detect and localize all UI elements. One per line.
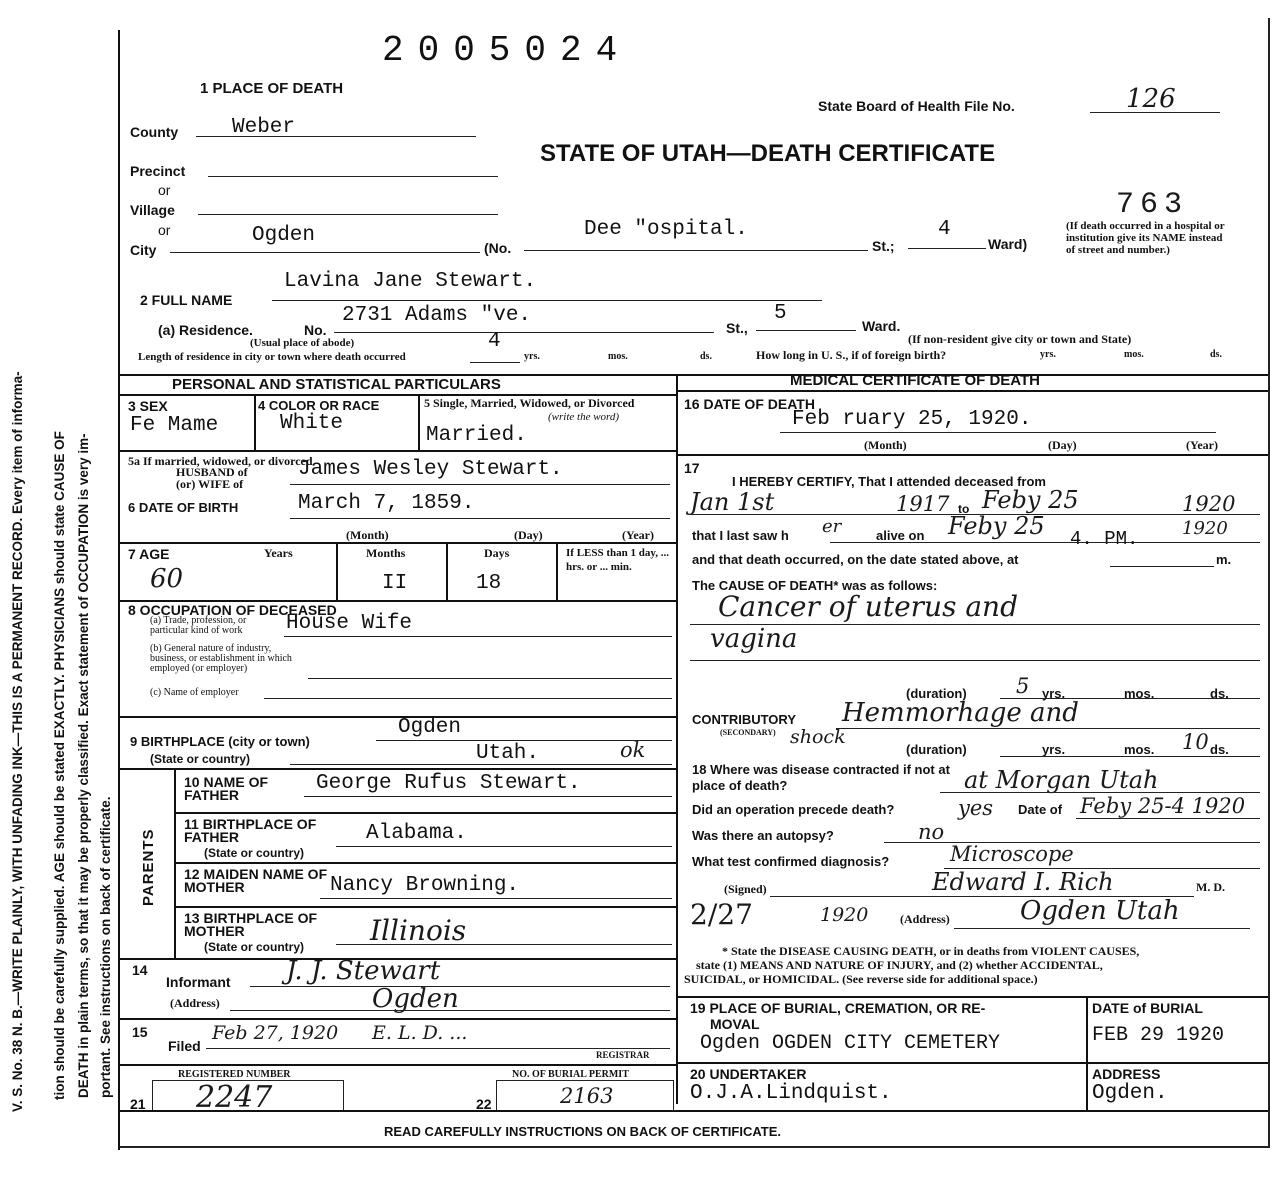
margin-text-4: portant. See instructions on back of certificate. [98,796,113,1098]
marital-label: 5 Single, Married, Widowed, or Divorced [424,396,635,410]
informant-address-label: (Address) [170,996,220,1010]
precinct-label: Precinct [130,163,186,179]
residence-label: (a) Residence. [158,322,253,338]
attended-from-year: 1917 [896,492,950,516]
duration-yrs-1: yrs. [1042,686,1066,701]
registered-no-label: 21 [130,1096,146,1112]
length-mos: mos. [608,351,628,362]
q18-label: 18 Where was disease contracted if not at place of death? [692,762,950,793]
dob-value: March 7, 1859. [298,492,475,515]
village-label: Village [130,202,175,218]
death-year: (Year) [1186,438,1218,452]
mother-bp-label: 13 BIRTHPLACE OF MOTHER [184,910,318,939]
row-rule-13 [174,906,676,908]
birthplace-city: Ogden [398,716,462,739]
occ-a-label: (a) Trade, profession, or particular kind of work [150,615,247,636]
age-div-1 [336,542,338,600]
street-line [524,250,868,251]
street-value: Dee "ospital. [584,218,748,241]
hospital-number: 763 [1116,188,1189,222]
burial-date-label: DATE of BURIAL [1092,1000,1203,1016]
duration-mos-1: mos. [1124,686,1155,701]
no-label: (No. [484,240,512,256]
spouse-line [290,484,670,485]
length-label: Length of residence in city or town where death occurred [138,351,406,363]
last-saw-line [830,542,1260,543]
last-saw-suffix: er [822,516,842,537]
last-saw-date: Feby 25 [948,512,1045,540]
less-label: If LESS than 1 day, ... hrs. or ... min. [566,547,670,573]
medical-rule-17 [676,454,1268,456]
row-rule-10 [120,768,676,770]
death-month: (Month) [864,438,907,452]
cause-label: The CAUSE OF DEATH* was as follows: [692,578,938,593]
duration-line-2 [1000,756,1260,757]
residence-no-label: No. [304,322,327,338]
burial-label-1: 19 PLACE OF BURIAL, CREMATION, OR RE- [690,1000,986,1016]
footnote-3: SUICIDAL, or HOMICIDAL. (See reverse side for additional space.) [684,972,1038,986]
cause-line-2: vagina [710,624,798,654]
doctor-address: Ogden Utah [1020,896,1180,926]
contrib-days: 10 [1182,730,1209,754]
operation-label: Did an operation precede death? [692,802,895,817]
spouse-value: James Wesley Stewart. [298,458,563,481]
signed-date: 2/27 [690,898,753,931]
county-label: County [130,124,179,140]
contributory-line-2: shock [790,726,846,748]
dob-line [290,518,670,519]
age-years: 60 [150,564,184,594]
death-day: (Day) [1048,438,1077,452]
occurred-line [1110,566,1214,567]
burial-date: FEB 29 1920 [1092,1024,1225,1047]
father-bp-line [336,846,672,847]
color-value: White [280,412,344,435]
cause-rule-2 [690,660,1260,661]
sex-value: Fe Mame [130,414,219,437]
burial-permit-box [496,1080,674,1112]
full-name-value: Lavina Jane Stewart. [284,270,537,293]
filed-no: 15 [132,1024,148,1040]
occ-b-line [308,678,672,679]
file-number: 126 [1126,84,1176,114]
occupation-value: House Wife [286,612,413,635]
undertaker-address-label: ADDRESS [1092,1066,1161,1082]
contributory-line-1: Hemmorhage and [842,698,1079,728]
row-rule-7 [120,542,676,544]
residence-ward-line [756,330,856,331]
op-date: Feby 25-4 1920 [1080,794,1246,818]
date-of-death-line [780,432,1216,433]
undertaker-label: 20 UNDERTAKER [690,1066,807,1082]
spouse-label-1: 5a If married, widowed, or divorced [128,454,313,468]
file-number-line [1090,112,1220,113]
last-saw-time: 4. PM. [1070,528,1139,550]
margin-text-1: V. S. No. 38 N. B.—WRITE PLAINLY, WITH UNFADING INK—THIS IS A PERMANENT RECORD. Every item of informa- [10,371,25,1112]
margin-text-3: DEATH in plain terms, so that it may be properly classified. Exact statement of OCCUPATION is very im- [76,433,91,1098]
mother-bp-value: Illinois [370,914,467,947]
item-17: 17 [684,460,700,476]
autopsy-answer: no [918,820,945,844]
dob-day: (Day) [514,528,543,542]
informant-label: Informant [166,974,231,990]
attended-to: Feby 25 [982,486,1079,514]
length-ds: ds. [700,351,712,362]
marital-sub: (write the word) [548,411,620,423]
alive-label: alive on [876,528,925,543]
op-date-label: Date of [1018,802,1063,817]
filed-label: Filed [168,1038,201,1054]
contributory-label: CONTRIBUTORY [692,712,796,727]
residence-value: 2731 Adams "ve. [342,304,532,327]
full-name-label: 2 FULL NAME [140,292,233,308]
residence-sub: (Usual place of abode) [250,337,355,349]
burial-permit-label: NO. OF BURIAL PERMIT [512,1069,629,1080]
row-rule-12 [174,862,676,864]
st-label: St.; [872,238,895,254]
operation-answer: yes [958,796,994,820]
days-label: Days [484,546,510,560]
us-ds: ds. [1210,349,1222,360]
attended-to-year: 1920 [1182,492,1236,516]
footnote-2: state (1) MEANS AND NATURE OF INJURY, and (2) whether ACCIDENTAL, [696,958,1103,972]
medical-rule-20 [676,1062,1268,1064]
footnote-1: * State the DISEASE CAUSING DEATH, or in deaths from VIOLENT CAUSES, [722,944,1140,958]
attended-from: Jan 1st [690,488,775,516]
informant-value: J. J. Stewart [286,956,441,986]
dob-label: 6 DATE OF BIRTH [128,500,239,515]
birthplace-state-line [290,764,672,765]
us-label: How long in U. S., if of foreign birth? [756,348,947,362]
signed-label: (Signed) [724,882,767,896]
residence-ward-label: Ward. [862,318,901,334]
occ-b-label: (b) General nature of industry, business, or establishment in which employed (or employer) [150,643,292,674]
occ-c-line [264,698,672,699]
personal-heading: PERSONAL AND STATISTICAL PARTICULARS [172,376,501,393]
medical-heading-rule [676,390,1268,392]
address-line [954,928,1250,929]
months-label: Months [366,546,406,560]
ward-line [908,248,986,249]
length-years: 4 [488,330,501,353]
state-board-label: State Board of Health File No. [818,98,1015,114]
filed-signature: E. L. D. ... [372,1022,468,1044]
undertaker-value: O.J.A.Lindquist. [690,1082,892,1105]
cause-line-1: Cancer of uterus and [718,590,1019,623]
birthplace-check: ok [620,738,646,762]
county-line [196,136,476,137]
village-line [198,214,498,215]
row-rule-16 [120,1064,676,1066]
age-days: 18 [476,572,502,595]
physician-signature: Edward I. Rich [932,868,1114,896]
informant-address: Ogden [372,984,459,1014]
secondary-label: (SECONDARY) [720,728,776,737]
informant-address-line [230,1010,670,1011]
hospital-note: (If death occurred in a hospital or institution give its NAME instead of street and number.) [1066,220,1225,256]
center-divider [676,374,678,1104]
father-bp-value: Alabama. [366,822,467,845]
informant-line [250,986,670,987]
autopsy-label: Was there an autopsy? [692,828,834,843]
sex-divider [254,394,256,450]
color-label: 4 COLOR OR RACE [258,398,380,413]
color-divider [418,394,420,450]
date-of-death-label: 16 DATE OF DEATH [684,396,815,412]
birthplace-label: 9 BIRTHPLACE (city or town) [130,734,310,749]
age-months: II [382,572,408,595]
mother-line [320,898,672,899]
row-rule-3 [120,450,676,452]
precinct-line [208,176,498,177]
q18-line [940,792,1260,793]
occ-a-line [284,636,672,637]
filed-date: Feb 27, 1920 [212,1022,339,1044]
birthplace-sub: (State or country) [150,752,251,766]
mother-bp-line [336,944,672,945]
to-label: to [958,502,970,516]
certify-text: I HEREBY CERTIFY, That I attended deceased from [732,474,1046,489]
date-of-death-value: Feb ruary 25, 1920. [792,408,1032,431]
age-label: 7 AGE [128,546,170,562]
length-line [470,362,520,363]
filed-line [206,1048,670,1049]
doctor-address-label: (Address) [900,912,950,926]
registered-number: 2247 [196,1080,273,1115]
ward-label: Ward) [988,236,1028,252]
father-line [304,796,672,797]
informant-no: 14 [132,962,148,978]
burial-place: Ogden OGDEN CITY CEMETERY [700,1032,1001,1055]
county-value: Weber [232,116,296,139]
residence-st-label: St., [726,320,748,336]
md-label: M. D. [1196,880,1225,894]
op-line [1076,818,1260,819]
us-mos: mos. [1124,349,1144,360]
m-label: m. [1216,552,1232,567]
test-label: What test confirmed diagnosis? [692,854,890,869]
sex-label: 3 SEX [128,398,168,414]
signed-year: 1920 [820,904,869,926]
residence-ward-value: 5 [774,302,787,325]
burial-permit: 2163 [560,1084,614,1108]
mother-label: 12 MAIDEN NAME OF MOTHER [184,866,328,895]
dob-year: (Year) [622,528,654,542]
bottom-note: READ CAREFULLY INSTRUCTIONS ON BACK OF CERTIFICATE. [384,1124,781,1139]
city-label: City [130,242,157,258]
father-bp-sub: (State or country) [204,846,305,860]
last-saw-year: 1920 [1182,518,1228,539]
dob-month: (Month) [346,528,389,542]
mother-value: Nancy Browning. [330,874,520,897]
margin-text-2: tion should be carefully supplied. AGE should be stated EXACTLY. PHYSICIANS should state CAUSE OF [52,431,67,1100]
medical-rule-19 [676,996,1268,998]
nonres-note: (If non-resident give city or town and State) [908,332,1132,346]
age-div-3 [556,542,558,600]
age-div-2 [446,542,448,600]
row-rule-15 [120,1018,676,1020]
burial-label-2: MOVAL [710,1016,760,1032]
city-line [170,252,480,253]
residence-line [334,332,714,333]
duration-years: 5 [1016,674,1030,698]
duration-ds-1: ds. [1210,686,1229,701]
us-yrs: yrs. [1040,349,1056,360]
bottom-rule [120,1110,1268,1112]
q18-answer: at Morgan Utah [964,766,1159,794]
father-value: George Rufus Stewart. [316,772,581,795]
spouse-label-2: HUSBAND of [176,465,248,479]
test-answer: Microscope [950,842,1074,866]
father-bp-label: 11 BIRTHPLACE OF FATHER [184,816,317,845]
length-yrs: yrs. [524,351,540,362]
duration-mos-2: mos. [1124,742,1155,757]
marital-value: Married. [426,424,527,447]
full-name-line [272,300,822,301]
or-label-1: or [158,182,171,198]
last-saw-label: that I last saw h [692,528,789,543]
left-rule [118,30,120,1150]
burial-permit-no-label: 22 [476,1096,492,1112]
occ-c-label: (c) Name of employer [150,687,239,698]
burial-divider [1086,996,1088,1110]
father-label: 10 NAME OF FATHER [184,774,269,803]
contrib-rule [836,728,1260,729]
row-rule-11 [174,812,676,814]
duration-ds-2: ds. [1210,742,1229,757]
or-label-2: or [158,222,171,238]
mother-bp-sub: (State or country) [204,940,305,954]
city-value: Ogden [252,224,316,247]
registrar-label: REGISTRAR [596,1050,650,1060]
ward-value: 4 [938,218,951,241]
duration-label-1: (duration) [906,686,967,701]
parents-label: PARENTS [140,828,157,906]
undertaker-address: Ogden. [1092,1082,1168,1105]
years-label: Years [264,546,293,560]
registered-label: REGISTERED NUMBER [178,1069,291,1080]
spouse-label-3: (or) WIFE of [176,477,244,491]
registered-box [152,1080,344,1112]
duration-label-2: (duration) [906,742,967,757]
duration-yrs-2: yrs. [1042,742,1066,757]
certificate-title: STATE OF UTAH—DEATH CERTIFICATE [540,140,996,167]
medical-heading: MEDICAL CERTIFICATE OF DEATH [790,372,1040,389]
serial-number: 2005024 [382,30,632,71]
birthplace-state: Utah. [476,742,540,765]
occupation-label: 8 OCCUPATION OF DECEASED [128,602,337,618]
occurred-label: and that death occurred, on the date stated above, at [692,552,1019,567]
place-of-death-heading: 1 PLACE OF DEATH [200,80,344,97]
